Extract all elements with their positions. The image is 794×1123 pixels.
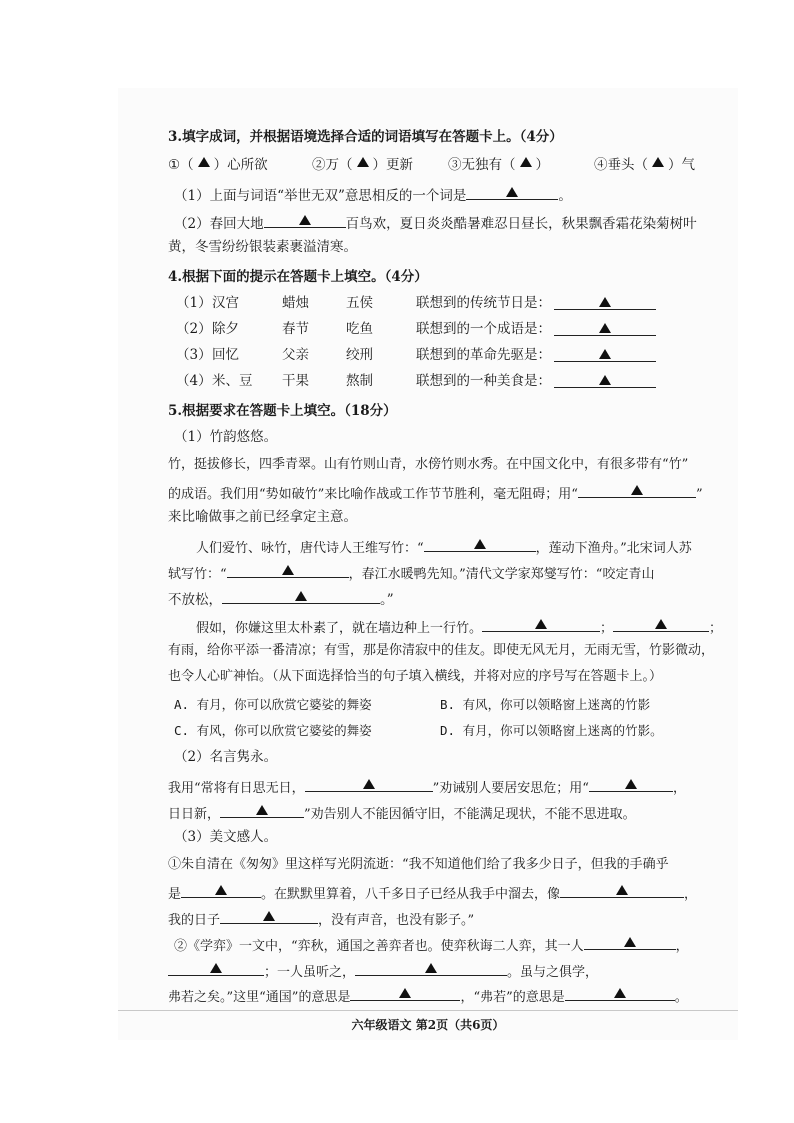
q3-sub2-line2: 黄，冬雪纷纷银装素裹溢清寒。 [168, 239, 357, 255]
triangle-icon [215, 885, 227, 895]
answer-blank[interactable] [220, 802, 304, 818]
answer-blank[interactable] [565, 985, 675, 1001]
triangle-icon [256, 805, 268, 815]
q5-p1-l1: 竹，挺拔修长，四季青翠。山有竹则山青，水傍竹则水秀。在中国文化中，有很多带有“竹” [168, 457, 689, 472]
triangle-icon [210, 963, 222, 973]
triangle-icon [631, 485, 643, 495]
q5-m-l1: 我用“常将有日思无日， ”劝诫别人要居安思危；用“ ， [168, 776, 686, 798]
q3-title: 3.填字成词，并根据语境选择合适的词语填写在答题卡上。（4分） [168, 129, 563, 145]
q3-item-4: ④垂头（ ）气 [594, 157, 695, 173]
triangle-icon [652, 157, 664, 167]
option-c: C. 有风，你可以欣赏它婆娑的舞姿 [174, 723, 372, 738]
q3-item-3: ③无独有（ ） [448, 157, 549, 173]
footer-divider [118, 1010, 738, 1011]
q3-sub1: （1）上面与词语“举世无双”意思相反的一个词是 。 [174, 184, 572, 205]
answer-blank[interactable] [466, 184, 558, 200]
q5-s1-title: （1）竹韵悠悠。 [174, 429, 278, 445]
triangle-icon [520, 157, 532, 167]
answer-blank[interactable] [222, 588, 380, 604]
answer-blank[interactable] [424, 536, 536, 552]
q5-p3-l3: 也令人心旷神怡。（从下面选择恰当的句子填入横线，并将对应的序号写在答题卡上。） [168, 669, 663, 684]
triangle-icon [599, 297, 611, 307]
q5-p3-l1: 假如，你嫌这里太朴素了，就在墙边种上一行竹。 ； ； [196, 616, 722, 638]
triangle-icon [399, 988, 411, 998]
triangle-icon [263, 911, 275, 921]
q5-title: 5.根据要求在答题卡上填空。（18分） [168, 403, 397, 419]
answer-blank[interactable] [554, 320, 656, 336]
triangle-icon [535, 619, 547, 629]
exam-page: 3.填字成词，并根据语境选择合适的词语填写在答题卡上。（4分） ①（ ）心所欲 ②万（ ）更新 ③无独有（ ） ④垂头（ ）气 （1）上面与词语“举世无双”意思相反的一个词是 。 （2）春回大地 百鸟欢，夏日炎炎酷暑难忍日昼长，秋果飘香霜花染菊树叶 黄，冬雪纷纷银装素裹溢清寒。 4.根据下面的提示在答题卡上填空。（4分） （1） 汉宫 蜡烛 五侯 联想到的传统节日是： （2） 除夕 春节 吃鱼 联想到的一个成语是： （3） 回忆 父亲 绞刑 联想到的革命先驱是： （4） 米、豆 干果 熬制 联想到的一种美食是： 5.根据要求在答题卡上填空。（18分） （1）竹韵悠悠。 竹，挺拔修长，四季青翠。山有竹则山青，水傍竹则水秀。在中国文化中，有很多带有“竹” 的成语。我们用“势如破竹”来比喻作战或工作节节胜利，毫无阻碍；用“ ” 来比喻做事之前已经拿定主意。 人们爱竹、咏竹，唐代诗人王维写竹：“ ，莲动下渔舟。”北宋词人苏 轼写竹：“ ，春江水暖鸭先知。”清代文学家郑燮写竹：“咬定青山 不放松， 。” 假如，你嫌这里太朴素了，就在墙边种上一行竹。 ； ； 有雨，给你平添一番清凉；有雪，那是你清寂中的佳友。即使无风无月，无雨无雪，竹影微动， 也令人心旷神怡。（从下面选择恰当的句子填入横线，并将对应的序号写在答题卡上。） A. 有月，你可以欣赏它婆娑的舞姿 B. 有风，你可以领略窗上迷离的竹影 C. 有风，你可以欣赏它婆娑的舞姿 D. 有月，你可以领略窗上迷离的竹影。 （2）名言隽永。 我用“常将有日思无日， ”劝诫别人要居安思危；用“ ， 日日新， ”劝告别人不能因循守旧，不能满足现状，不能不思进取。 （3）美文感人。 ①朱自清在《匆匆》里这样写光阴流逝：“我不知道他们给了我多少日子，但我的手确乎 是 。在默默里算着，八千多日子已经从我手中溜去，像 ， 我的日子 ，没有声音，也没有影子。” ②《学弈》一文中，“弈秋，通国之善弈者也。使弈秋诲二人弈，其一人 ， ；一人虽听之， 。虽与之俱学， 弗若之矣。”这里“通国”的意思是 ，“弗若”的意思是 。 六年级语文 第2页（共6页） [118, 88, 738, 1040]
triangle-icon [625, 779, 637, 789]
q5-x-l1: ②《学弈》一文中，“弈秋，通国之善弈者也。使弈秋诲二人弈，其一人 ， [174, 934, 689, 956]
q5-p2-l3: 不放松， 。” [168, 588, 394, 609]
triangle-icon [655, 619, 667, 629]
triangle-icon [616, 885, 628, 895]
q3-item-2: ②万（ ）更新 [312, 157, 413, 173]
answer-blank[interactable] [482, 616, 600, 632]
q5-p1-l2: 的成语。我们用“势如破竹”来比喻作战或工作节节胜利，毫无阻碍；用“ ” [168, 482, 703, 504]
page-footer: 六年级语文 第2页（共6页） [351, 1018, 505, 1032]
triangle-icon [474, 539, 486, 549]
answer-blank[interactable] [305, 776, 433, 792]
q4-title: 4.根据下面的提示在答题卡上填空。（4分） [168, 269, 428, 285]
triangle-icon [295, 591, 307, 601]
triangle-icon [357, 157, 369, 167]
answer-blank[interactable] [554, 372, 656, 388]
triangle-icon [425, 963, 437, 973]
triangle-icon [599, 323, 611, 333]
q3-item-1: ①（ ）心所欲 [168, 157, 268, 173]
triangle-icon [198, 157, 210, 167]
q5-p2-l2: 轼写竹：“ ，春江水暖鸭先知。”清代文学家郑燮写竹：“咬定青山 [168, 562, 654, 584]
triangle-icon [363, 779, 375, 789]
answer-blank[interactable] [584, 934, 676, 950]
answer-blank[interactable] [168, 960, 264, 976]
answer-blank[interactable] [578, 482, 696, 498]
answer-blank[interactable] [589, 776, 673, 792]
triangle-icon [299, 215, 311, 225]
q5-x-l3: 弗若之矣。”这里“通国”的意思是 ，“弗若”的意思是 。 [168, 985, 688, 1007]
triangle-icon [624, 937, 636, 947]
q5-p1-l3: 来比喻做事之前已经拿定主意。 [168, 509, 357, 525]
triangle-icon [282, 565, 294, 575]
q5-p3-l2: 有雨，给你平添一番清凉；有雪，那是你清寂中的佳友。即使无风无月，无雨无雪，竹影微动， [168, 643, 715, 658]
q5-z-l3: 我的日子 ，没有声音，也没有影子。” [168, 908, 474, 930]
q5-s3-title: （3）美文感人。 [174, 829, 278, 845]
option-d: D. 有月，你可以领略窗上迷离的竹影。 [440, 723, 663, 738]
answer-blank[interactable] [220, 908, 318, 924]
q5-p2-l1: 人们爱竹、咏竹，唐代诗人王维写竹：“ ，莲动下渔舟。”北宋词人苏 [196, 536, 692, 558]
q5-s2-title: （2）名言隽永。 [174, 749, 278, 765]
option-a: A. 有月，你可以欣赏它婆娑的舞姿 [174, 697, 372, 712]
triangle-icon [506, 187, 518, 197]
answer-blank[interactable] [554, 346, 656, 362]
answer-blank[interactable] [613, 616, 709, 632]
answer-blank[interactable] [181, 882, 261, 898]
answer-blank[interactable] [355, 960, 507, 976]
q5-m-l2: 日日新， ”劝告别人不能因循守旧，不能满足现状，不能不思进取。 [168, 802, 636, 824]
triangle-icon [614, 988, 626, 998]
q5-z-l1: ①朱自清在《匆匆》里这样写光阴流逝：“我不知道他们给了我多少日子，但我的手确乎 [168, 857, 669, 872]
answer-blank[interactable] [554, 294, 656, 310]
triangle-icon [599, 375, 611, 385]
q3-sub2: （2）春回大地 百鸟欢，夏日炎炎酷暑难忍日昼长，秋果飘香霜花染菊树叶 [174, 212, 697, 233]
answer-blank[interactable] [227, 562, 349, 578]
triangle-icon [599, 349, 611, 359]
q5-z-l2: 是 。在默默里算着，八千多日子已经从我手中溜去，像 ， [168, 882, 697, 904]
option-b: B. 有风，你可以领略窗上迷离的竹影 [440, 697, 651, 712]
answer-blank[interactable] [264, 212, 346, 228]
answer-blank[interactable] [350, 985, 460, 1001]
q5-x-l2: ；一人虽听之， 。虽与之俱学， [168, 960, 598, 982]
answer-blank[interactable] [560, 882, 684, 898]
